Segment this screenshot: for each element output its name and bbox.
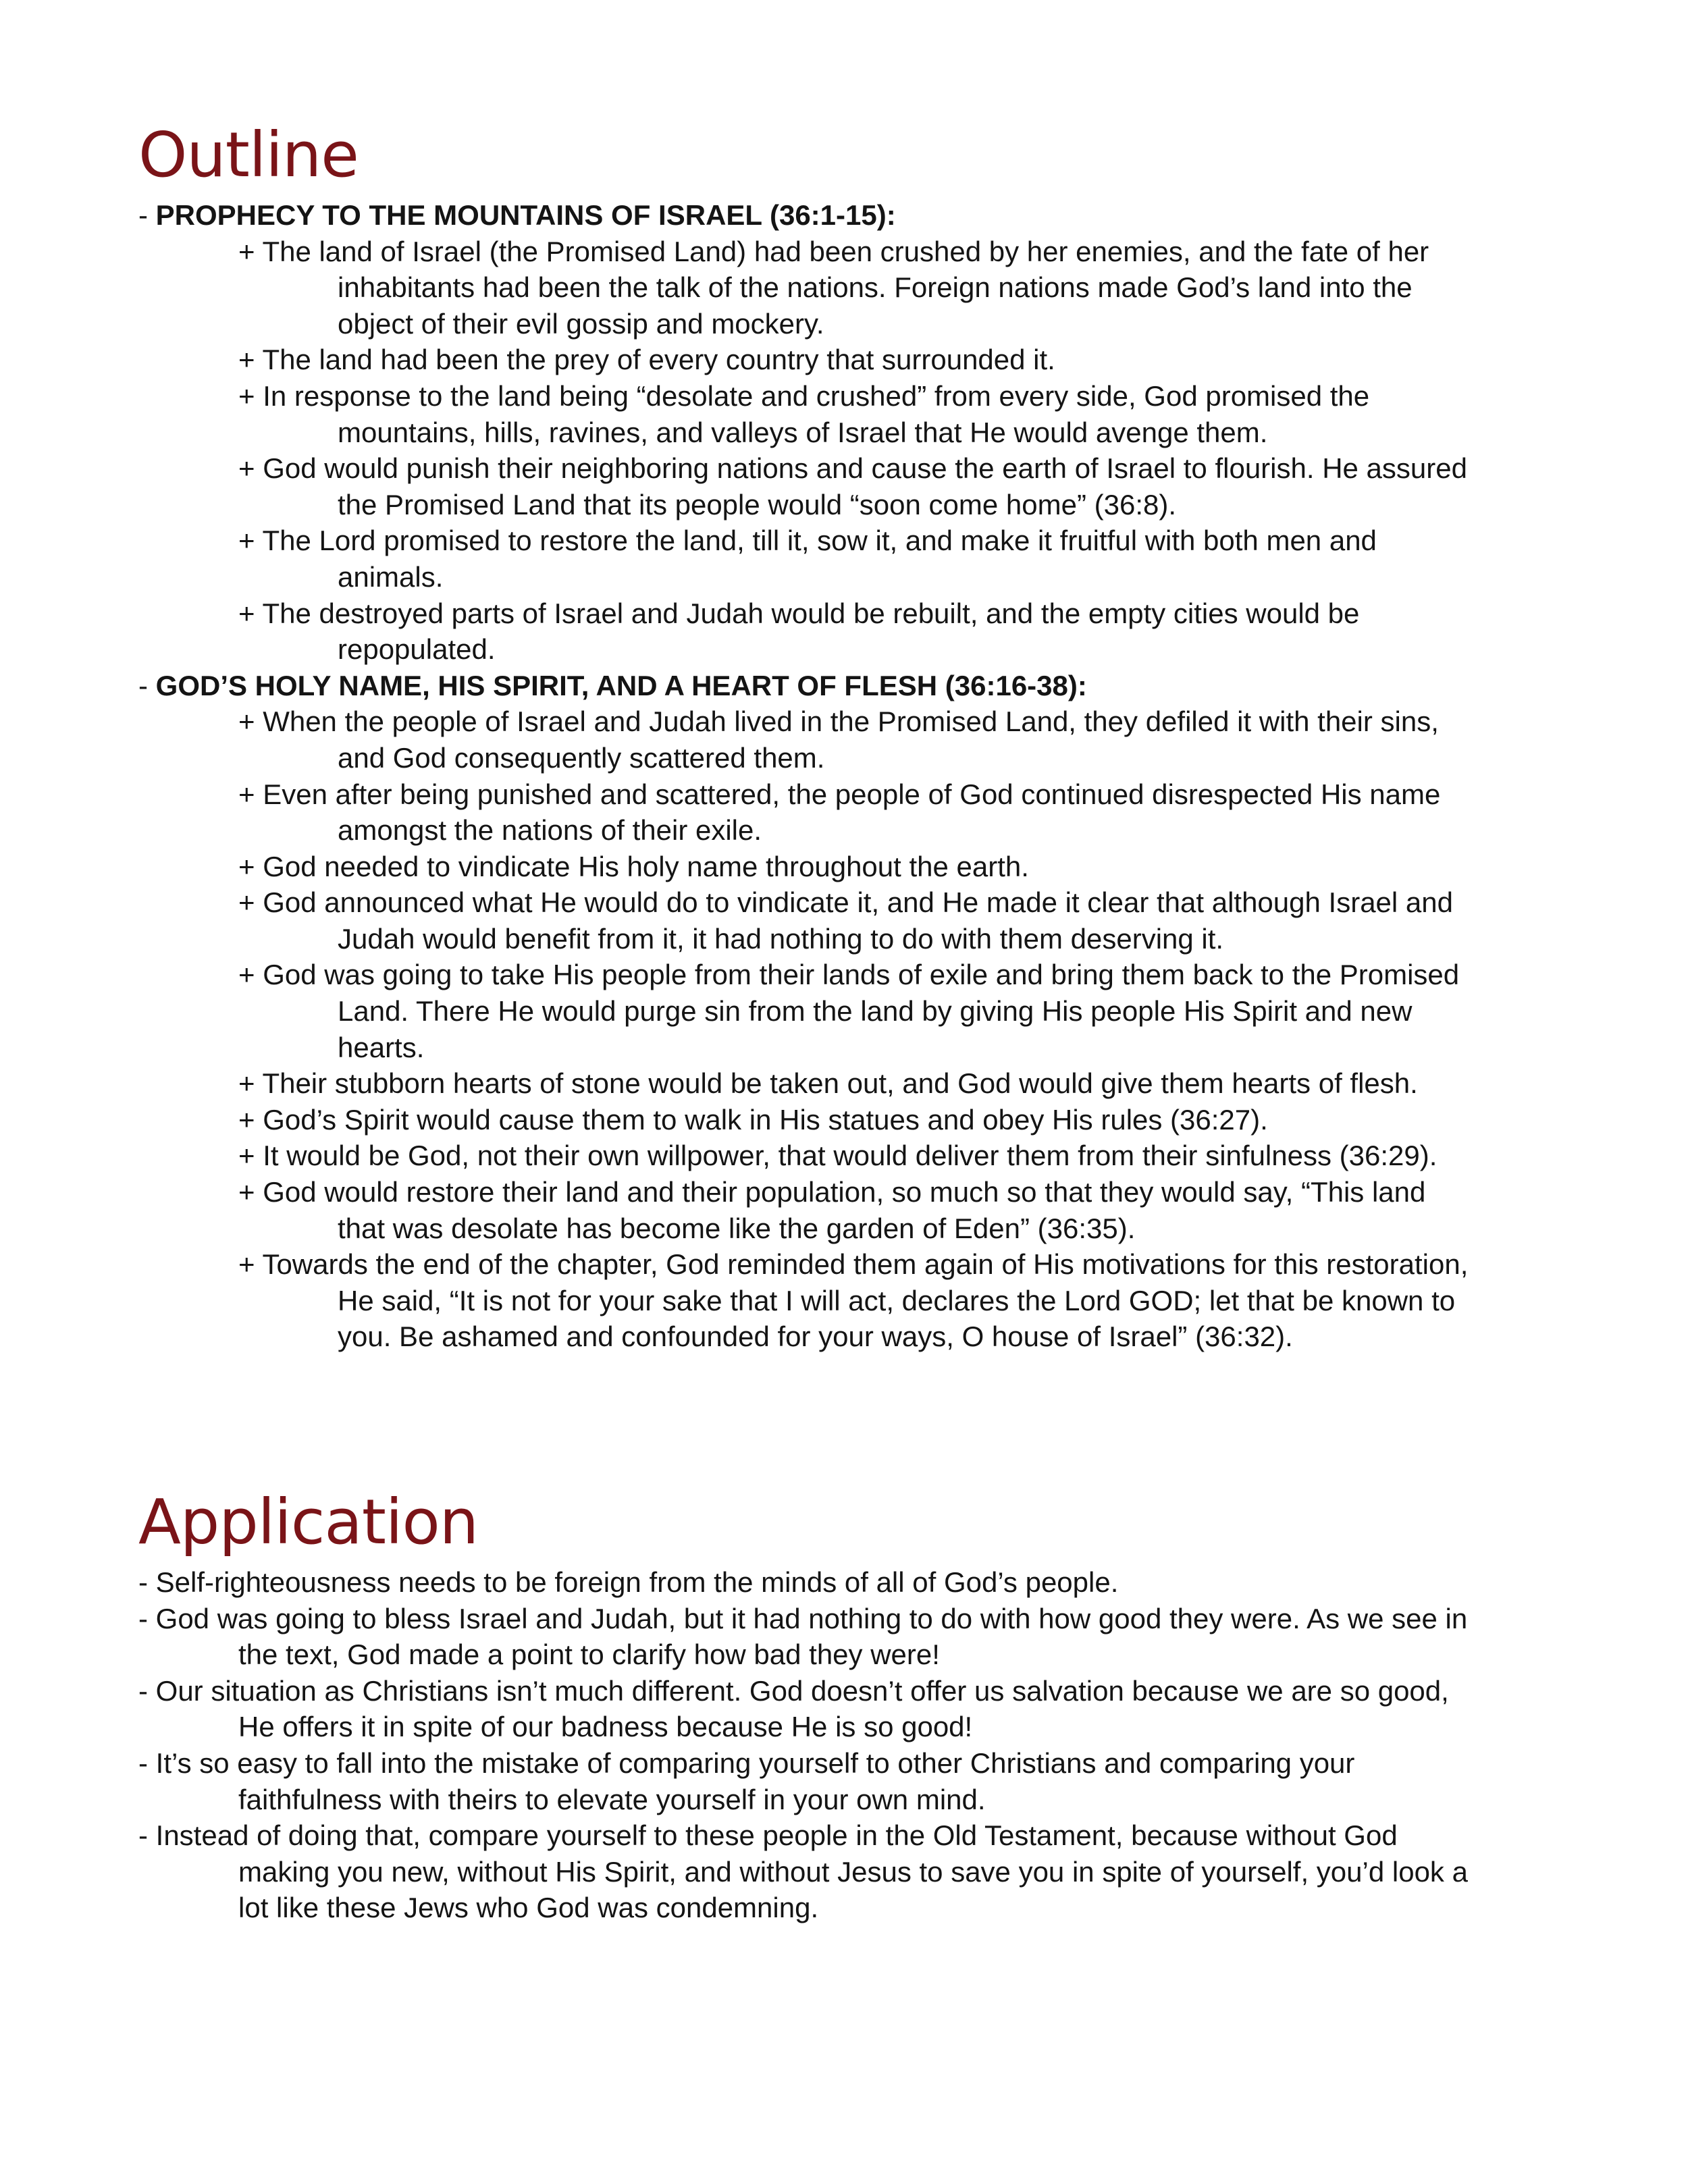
outline-line-text: + Towards the end of the chapter, God reminded them again of His motivations for this restoration, [238, 1248, 1469, 1281]
section-subheading: PROPHECY TO THE MOUNTAINS OF ISRAEL (36:1-15): [155, 199, 896, 231]
outline-line-text: + God’s Spirit would cause them to walk in His statues and obey His rules (36:27). [238, 1103, 1268, 1136]
outline-line-text: + God announced what He would do to vindicate it, and He made it clear that although Israel and [238, 886, 1453, 919]
application-line [138, 1709, 1577, 1745]
outline-line-text: inhabitants had been the talk of the nations. Foreign nations made God’s land into the [338, 271, 1413, 304]
outline-line [138, 415, 1577, 451]
outline-line-text: + The destroyed parts of Israel and Judah would be rebuilt, and the empty cities would be [238, 597, 1360, 629]
application-line-text: - Instead of doing that, compare yourself to these people in the Old Testament, because without God [138, 1819, 1398, 1852]
outline-line-text: + God was going to take His people from their lands of exile and bring them back to the Promised [238, 959, 1460, 991]
outline-line-text: the Promised Land that its people would “soon come home” (36:8). [338, 488, 1177, 521]
outline-line [138, 957, 1577, 993]
outline-line [138, 487, 1577, 523]
outline-line [138, 812, 1577, 849]
outline-line-text: + The Lord promised to restore the land, till it, sow it, and make it fruitful with both men and [238, 525, 1377, 557]
outline-line-text: + Their stubborn hearts of stone would be taken out, and God would give them hearts of flesh. [238, 1067, 1418, 1100]
section-gap [138, 1355, 1577, 1481]
outline-line [138, 740, 1577, 776]
application-line-text: making you new, without His Spirit, and without Jesus to save you in spite of yourself, you’d look a [238, 1855, 1468, 1888]
outline-heading: Outline [138, 119, 359, 191]
outline-line-text: - [138, 669, 156, 701]
outline-line [138, 1246, 1577, 1283]
application-line [138, 1601, 1577, 1637]
outline-line-text: that was desolate has become like the garden of Eden” (36:35). [338, 1212, 1136, 1244]
outline-line [138, 884, 1577, 921]
application-line [138, 1782, 1577, 1818]
outline-line [138, 1030, 1577, 1066]
outline-line [138, 378, 1577, 415]
outline-line [138, 921, 1577, 957]
outline-line [138, 234, 1577, 270]
outline-line-text: you. Be ashamed and confounded for your ways, O house of Israel” (36:32). [338, 1321, 1293, 1353]
application-line [138, 1745, 1577, 1782]
application-line [138, 1890, 1577, 1926]
outline-line [138, 1319, 1577, 1355]
application-line [138, 1673, 1577, 1709]
outline-line-text: Judah would benefit from it, it had nothing to do with them deserving it. [338, 922, 1224, 955]
outline-line [138, 1210, 1577, 1247]
outline-line-text: + God would punish their neighboring nations and cause the earth of Israel to flourish. He assured [238, 452, 1467, 485]
outline-line-text: He said, “It is not for your sake that I will act, declares the Lord GOD; let that be known to [338, 1284, 1456, 1316]
outline-line [138, 1283, 1577, 1319]
outline-line [138, 197, 1577, 234]
application-line-text: - It’s so easy to fall into the mistake of comparing yourself to other Christians and comparing your [138, 1747, 1355, 1779]
document-page [138, 113, 1577, 1926]
outline-line [138, 668, 1577, 704]
section-subheading: GOD’S HOLY NAME, HIS SPIRIT, AND A HEART OF FLESH (36:16-38): [155, 669, 1087, 701]
outline-line [138, 1102, 1577, 1138]
outline-line-text: mountains, hills, ravines, and valleys of Israel that He would avenge them. [338, 416, 1268, 448]
outline-line-text: hearts. [338, 1031, 425, 1063]
application-list [138, 1564, 1577, 1926]
outline-line [138, 631, 1577, 668]
outline-line [138, 776, 1577, 813]
application-line [138, 1636, 1577, 1673]
outline-line [138, 306, 1577, 342]
outline-line-text: + God needed to vindicate His holy name throughout the earth. [238, 850, 1029, 882]
application-line-text: He offers it in spite of our badness because He is so good! [238, 1711, 973, 1743]
outline-line-text: + When the people of Israel and Judah lived in the Promised Land, they defiled it with their sins, [238, 705, 1439, 738]
application-line-text: - Our situation as Christians isn’t much different. God doesn’t offer us salvation because we are so good, [138, 1674, 1449, 1707]
application-line [138, 1854, 1577, 1890]
outline-line [138, 450, 1577, 487]
outline-line [138, 559, 1577, 595]
outline-line-text: + In response to the land being “desolate and crushed” from every side, God promised the [238, 379, 1370, 412]
outline-line [138, 595, 1577, 632]
application-line-text: the text, God made a point to clarify how bad they were! [238, 1639, 940, 1671]
outline-line-text: repopulated. [338, 633, 496, 666]
outline-line-text: + God would restore their land and their population, so much so that they would say, “This land [238, 1176, 1426, 1208]
outline-line-text: + The land of Israel (the Promised Land) had been crushed by her enemies, and the fate of her [238, 235, 1429, 267]
outline-line-text: Land. There He would purge sin from the land by giving His people His Spirit and new [338, 995, 1413, 1028]
outline-line-text: + The land had been the prey of every country that surrounded it. [238, 344, 1055, 376]
outline-line-text: animals. [338, 560, 444, 593]
outline-line-text: + Even after being punished and scattered, the people of God continued disrespected His name [238, 778, 1441, 810]
outline-line [138, 703, 1577, 740]
outline-line [138, 523, 1577, 559]
outline-line-text: amongst the nations of their exile. [338, 814, 762, 847]
outline-line-text: and God consequently scattered them. [338, 741, 825, 774]
outline-line [138, 993, 1577, 1030]
application-line-text: - Self-righteousness needs to be foreign from the minds of all of God’s people. [138, 1566, 1119, 1598]
outline-line-text: object of their evil gossip and mockery. [338, 307, 824, 340]
outline-line [138, 849, 1577, 885]
application-line-text: - God was going to bless Israel and Judah, but it had nothing to do with how good they were. As we see in [138, 1602, 1468, 1634]
outline-line-text: - [138, 199, 156, 231]
application-line-text: faithfulness with theirs to elevate yourself in your own mind. [238, 1783, 986, 1815]
application-heading: Application [138, 1486, 479, 1558]
outline-line-text: + It would be God, not their own willpower, that would deliver them from their sinfulness (36:29). [238, 1140, 1438, 1172]
outline-line [138, 342, 1577, 378]
outline-line [138, 1174, 1577, 1210]
application-line-text: lot like these Jews who God was condemning. [238, 1892, 819, 1924]
application-line [138, 1817, 1577, 1854]
outline-line [138, 269, 1577, 306]
outline-line [138, 1065, 1577, 1102]
outline-list [138, 197, 1577, 1355]
outline-line [138, 1138, 1577, 1174]
application-line [138, 1564, 1577, 1601]
